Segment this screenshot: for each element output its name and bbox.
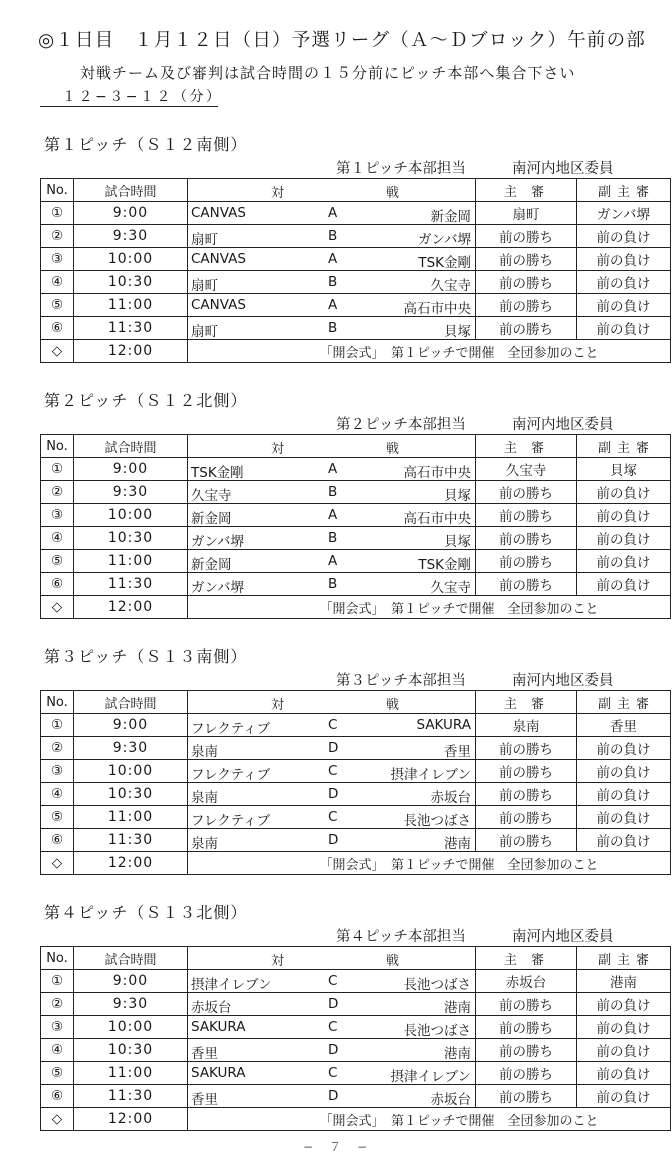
match-group: A	[328, 461, 338, 477]
match-teams	[188, 1016, 476, 1039]
match-assistant: 前の負け	[577, 294, 671, 317]
match-assistant: 前の負け	[577, 806, 671, 829]
match-group: C	[328, 1065, 338, 1081]
match-referee: 赤坂台	[476, 970, 577, 993]
match-time: 10:30	[74, 1039, 188, 1062]
match-assistant: 前の負け	[577, 573, 671, 596]
match-number: ③	[41, 760, 74, 783]
ceremony-note: 「開会式」 第１ピッチで開催 全団参加のこと	[188, 596, 671, 619]
table-row	[41, 806, 671, 829]
match-teams	[188, 202, 476, 225]
header-match-b: 戦	[386, 698, 400, 713]
match-teams	[188, 550, 476, 573]
away-team: 港南	[444, 1046, 471, 1062]
header-match-a: 対	[271, 442, 285, 457]
pitch-committee: 南河内地区委員	[512, 929, 614, 945]
ceremony-note: 「開会式」 第１ピッチで開催 全団参加のこと	[188, 340, 671, 363]
page-subtitle: 対戦チーム及び審判は試合時間の１５分前にピッチ本部へ集合下さい	[80, 64, 576, 82]
match-number: ⑥	[41, 1085, 74, 1108]
match-assistant: ガンバ堺	[577, 202, 671, 225]
away-team: ガンバ堺	[417, 232, 471, 248]
schedule-table	[40, 690, 671, 875]
home-team: 泉南	[191, 790, 218, 806]
match-teams	[188, 458, 476, 481]
match-number: ②	[41, 225, 74, 248]
schedule-table	[40, 178, 671, 363]
format-underline	[40, 106, 218, 107]
header-time: 試合時間	[74, 179, 188, 202]
match-teams	[188, 481, 476, 504]
match-number: ①	[41, 970, 74, 993]
match-time: 9:30	[74, 737, 188, 760]
home-team: フレクティブ	[191, 813, 271, 829]
table-row	[41, 993, 671, 1016]
match-number: ⑤	[41, 294, 74, 317]
match-time: 11:00	[74, 1062, 188, 1085]
match-teams	[188, 783, 476, 806]
match-referee: 前の勝ち	[476, 829, 577, 852]
header-match	[188, 179, 476, 202]
away-team: TSK金剛	[418, 557, 471, 573]
match-time: 9:30	[74, 481, 188, 504]
match-teams	[188, 225, 476, 248]
match-assistant: 前の負け	[577, 317, 671, 340]
table-row	[41, 504, 671, 527]
table-row	[41, 1062, 671, 1085]
match-teams	[188, 1039, 476, 1062]
match-referee: 前の勝ち	[476, 737, 577, 760]
match-group: D	[328, 832, 339, 848]
match-time: 10:00	[74, 1016, 188, 1039]
away-team: 高石市中央	[403, 511, 471, 527]
match-referee: 泉南	[476, 714, 577, 737]
table-row	[41, 458, 671, 481]
header-match-b: 戦	[386, 954, 400, 969]
match-referee: 前の勝ち	[476, 1085, 577, 1108]
match-referee: 前の勝ち	[476, 481, 577, 504]
away-team: 貝塚	[444, 488, 471, 504]
away-team: 長池つばさ	[403, 1023, 471, 1039]
away-team: 摂津イレブン	[390, 1069, 471, 1085]
match-number: ⑥	[41, 317, 74, 340]
header-referee: 主審	[476, 179, 577, 202]
match-assistant: 前の負け	[577, 550, 671, 573]
match-teams	[188, 993, 476, 1016]
header-match-b: 戦	[386, 186, 400, 201]
away-team: 摂津イレブン	[390, 767, 471, 783]
match-teams	[188, 1062, 476, 1085]
match-teams	[188, 271, 476, 294]
match-group: C	[328, 973, 338, 989]
match-time: 9:00	[74, 714, 188, 737]
match-group: B	[328, 576, 338, 592]
match-assistant: 前の負け	[577, 1085, 671, 1108]
table-row	[41, 760, 671, 783]
ceremony-note: 「開会式」 第１ピッチで開催 全団参加のこと	[188, 1108, 671, 1131]
pitch-heading: 第１ピッチ（Ｓ１２南側）	[44, 135, 248, 154]
match-group: D	[328, 1088, 339, 1104]
pitch-heading: 第４ピッチ（Ｓ１３北側）	[44, 903, 248, 922]
match-referee: 前の勝ち	[476, 760, 577, 783]
match-referee: 前の勝ち	[476, 1039, 577, 1062]
match-time: 10:30	[74, 527, 188, 550]
home-team: ガンバ堺	[191, 580, 245, 596]
match-teams	[188, 248, 476, 271]
match-referee: 前の勝ち	[476, 993, 577, 1016]
ceremony-marker: ◇	[41, 596, 74, 619]
match-number: ③	[41, 504, 74, 527]
match-assistant: 前の負け	[577, 760, 671, 783]
match-assistant: 前の負け	[577, 1062, 671, 1085]
page-number: − ７ −	[302, 1140, 370, 1154]
page-title: ◎１日目 １月１２日（日）予選リーグ（Ａ〜Ｄブロック）午前の部	[38, 30, 646, 51]
match-group: B	[328, 530, 338, 546]
home-team: 扇町	[191, 324, 218, 340]
match-assistant: 前の負け	[577, 504, 671, 527]
match-referee: 前の勝ち	[476, 527, 577, 550]
match-group: A	[328, 553, 338, 569]
table-row	[41, 783, 671, 806]
match-number: ②	[41, 993, 74, 1016]
match-time: 11:00	[74, 294, 188, 317]
match-referee: 前の勝ち	[476, 317, 577, 340]
match-number: ⑤	[41, 806, 74, 829]
match-time: 11:30	[74, 829, 188, 852]
home-team: SAKURA	[191, 1019, 246, 1035]
table-header-row	[41, 435, 671, 458]
away-team: 長池つばさ	[403, 813, 471, 829]
match-teams	[188, 806, 476, 829]
header-match	[188, 691, 476, 714]
away-team: 久宝寺	[430, 278, 471, 294]
home-team: 香里	[191, 1046, 218, 1062]
header-time: 試合時間	[74, 691, 188, 714]
header-referee: 主審	[476, 947, 577, 970]
home-team: フレクティブ	[191, 721, 271, 737]
match-assistant: 港南	[577, 970, 671, 993]
header-no: No.	[41, 179, 74, 202]
ceremony-row	[41, 852, 671, 875]
header-no: No.	[41, 691, 74, 714]
away-team: 高石市中央	[403, 465, 471, 481]
match-teams	[188, 714, 476, 737]
home-team: 久宝寺	[191, 488, 232, 504]
match-number: ⑥	[41, 573, 74, 596]
match-group: D	[328, 740, 339, 756]
away-team: 港南	[444, 836, 471, 852]
table-row	[41, 248, 671, 271]
table-row	[41, 481, 671, 504]
match-number: ②	[41, 737, 74, 760]
match-time: 9:30	[74, 225, 188, 248]
match-teams	[188, 760, 476, 783]
away-team: SAKURA	[416, 717, 471, 733]
schedule-table	[40, 946, 671, 1131]
match-assistant: 前の負け	[577, 737, 671, 760]
home-team: 香里	[191, 1092, 218, 1108]
table-row	[41, 1039, 671, 1062]
ceremony-row	[41, 340, 671, 363]
match-referee: 前の勝ち	[476, 573, 577, 596]
match-assistant: 前の負け	[577, 481, 671, 504]
table-row	[41, 550, 671, 573]
ceremony-marker: ◇	[41, 1108, 74, 1131]
match-time: 10:30	[74, 783, 188, 806]
match-assistant: 前の負け	[577, 829, 671, 852]
match-group: D	[328, 786, 339, 802]
away-team: 長池つばさ	[403, 977, 471, 993]
match-referee: 前の勝ち	[476, 806, 577, 829]
pitch-manager: 第２ピッチ本部担当	[336, 417, 466, 433]
match-time: 10:00	[74, 504, 188, 527]
match-teams	[188, 970, 476, 993]
pitch-committee: 南河内地区委員	[512, 161, 614, 177]
match-time: 10:30	[74, 271, 188, 294]
match-group: B	[328, 228, 338, 244]
match-number: ⑤	[41, 550, 74, 573]
home-team: 新金岡	[191, 511, 232, 527]
home-team: SAKURA	[191, 1065, 246, 1081]
header-assistant: 副主審	[577, 691, 671, 714]
match-referee: 前の勝ち	[476, 271, 577, 294]
table-row	[41, 714, 671, 737]
away-team: 香里	[444, 744, 471, 760]
match-group: B	[328, 320, 338, 336]
table-row	[41, 1085, 671, 1108]
pitch-heading: 第２ピッチ（Ｓ１２北側）	[44, 391, 248, 410]
table-row	[41, 294, 671, 317]
match-number: ④	[41, 783, 74, 806]
match-number: ③	[41, 1016, 74, 1039]
table-row	[41, 1016, 671, 1039]
table-row	[41, 317, 671, 340]
ceremony-row	[41, 1108, 671, 1131]
match-group: C	[328, 763, 338, 779]
match-assistant: 前の負け	[577, 1039, 671, 1062]
match-format: １２−３−１２（分）	[62, 89, 223, 105]
header-assistant: 副主審	[577, 435, 671, 458]
ceremony-note: 「開会式」 第１ピッチで開催 全団参加のこと	[188, 852, 671, 875]
match-referee: 久宝寺	[476, 458, 577, 481]
match-number: ②	[41, 481, 74, 504]
match-teams	[188, 317, 476, 340]
header-time: 試合時間	[74, 435, 188, 458]
match-referee: 前の勝ち	[476, 783, 577, 806]
table-header-row	[41, 691, 671, 714]
away-team: TSK金剛	[418, 255, 471, 271]
away-team: 赤坂台	[430, 790, 471, 806]
away-team: 新金岡	[430, 209, 471, 225]
home-team: CANVAS	[191, 251, 246, 267]
match-assistant: 前の負け	[577, 248, 671, 271]
table-row	[41, 527, 671, 550]
match-referee: 前の勝ち	[476, 1016, 577, 1039]
match-time: 9:00	[74, 458, 188, 481]
away-team: 貝塚	[444, 534, 471, 550]
ceremony-time: 12:00	[74, 596, 188, 619]
match-number: ④	[41, 1039, 74, 1062]
match-number: ③	[41, 248, 74, 271]
pitch-manager: 第４ピッチ本部担当	[336, 929, 466, 945]
home-team: ガンバ堺	[191, 534, 245, 550]
ceremony-time: 12:00	[74, 340, 188, 363]
home-team: 摂津イレブン	[191, 977, 272, 993]
home-team: 新金岡	[191, 557, 232, 573]
pitch-manager: 第３ピッチ本部担当	[336, 673, 466, 689]
match-group: C	[328, 717, 338, 733]
home-team: 扇町	[191, 232, 218, 248]
match-time: 11:30	[74, 1085, 188, 1108]
pitch-committee: 南河内地区委員	[512, 417, 614, 433]
match-referee: 前の勝ち	[476, 550, 577, 573]
header-time: 試合時間	[74, 947, 188, 970]
ceremony-marker: ◇	[41, 340, 74, 363]
table-row	[41, 573, 671, 596]
match-number: ①	[41, 714, 74, 737]
header-match-a: 対	[271, 186, 285, 201]
match-teams	[188, 829, 476, 852]
match-time: 9:00	[74, 202, 188, 225]
table-row	[41, 202, 671, 225]
match-teams	[188, 1085, 476, 1108]
match-group: B	[328, 274, 338, 290]
match-referee: 前の勝ち	[476, 248, 577, 271]
ceremony-time: 12:00	[74, 852, 188, 875]
match-time: 9:00	[74, 970, 188, 993]
table-row	[41, 970, 671, 993]
table-header-row	[41, 947, 671, 970]
header-match	[188, 435, 476, 458]
header-no: No.	[41, 435, 74, 458]
header-assistant: 副主審	[577, 179, 671, 202]
header-match-a: 対	[271, 698, 285, 713]
match-time: 10:00	[74, 248, 188, 271]
home-team: TSK金剛	[191, 465, 244, 481]
match-assistant: 前の負け	[577, 527, 671, 550]
match-time: 11:30	[74, 573, 188, 596]
home-team: 赤坂台	[191, 1000, 232, 1016]
match-teams	[188, 573, 476, 596]
match-time: 11:00	[74, 806, 188, 829]
match-teams	[188, 294, 476, 317]
away-team: 赤坂台	[430, 1092, 471, 1108]
match-referee: 前の勝ち	[476, 225, 577, 248]
away-team: 高石市中央	[403, 301, 471, 317]
home-team: 泉南	[191, 744, 218, 760]
match-time: 9:30	[74, 993, 188, 1016]
pitch-heading: 第３ピッチ（Ｓ１３南側）	[44, 647, 248, 666]
home-team: 扇町	[191, 278, 218, 294]
match-number: ⑥	[41, 829, 74, 852]
match-assistant: 前の負け	[577, 271, 671, 294]
table-row	[41, 737, 671, 760]
match-time: 11:30	[74, 317, 188, 340]
match-number: ⑤	[41, 1062, 74, 1085]
match-number: ①	[41, 458, 74, 481]
away-team: 久宝寺	[430, 580, 471, 596]
match-group: A	[328, 297, 338, 313]
match-number: ①	[41, 202, 74, 225]
match-group: A	[328, 507, 338, 523]
pitch-committee: 南河内地区委員	[512, 673, 614, 689]
match-assistant: 貝塚	[577, 458, 671, 481]
schedule-table	[40, 434, 671, 619]
table-header-row	[41, 179, 671, 202]
pitch-manager: 第１ピッチ本部担当	[336, 161, 466, 177]
match-group: A	[328, 251, 338, 267]
match-group: C	[328, 1019, 338, 1035]
match-teams	[188, 504, 476, 527]
table-row	[41, 225, 671, 248]
match-teams	[188, 737, 476, 760]
header-referee: 主審	[476, 691, 577, 714]
match-referee: 前の勝ち	[476, 294, 577, 317]
match-assistant: 前の負け	[577, 1016, 671, 1039]
table-row	[41, 829, 671, 852]
match-referee: 前の勝ち	[476, 504, 577, 527]
ceremony-row	[41, 596, 671, 619]
header-no: No.	[41, 947, 74, 970]
match-assistant: 前の負け	[577, 225, 671, 248]
match-group: D	[328, 996, 339, 1012]
header-match	[188, 947, 476, 970]
header-assistant: 副主審	[577, 947, 671, 970]
match-referee: 前の勝ち	[476, 1062, 577, 1085]
match-assistant: 前の負け	[577, 993, 671, 1016]
home-team: CANVAS	[191, 297, 246, 313]
match-referee: 扇町	[476, 202, 577, 225]
match-teams	[188, 527, 476, 550]
match-assistant: 前の負け	[577, 783, 671, 806]
header-match-b: 戦	[386, 442, 400, 457]
header-referee: 主審	[476, 435, 577, 458]
match-group: A	[328, 205, 338, 221]
match-group: B	[328, 484, 338, 500]
ceremony-time: 12:00	[74, 1108, 188, 1131]
home-team: フレクティブ	[191, 767, 271, 783]
ceremony-marker: ◇	[41, 852, 74, 875]
home-team: CANVAS	[191, 205, 246, 221]
away-team: 港南	[444, 1000, 471, 1016]
header-match-a: 対	[271, 954, 285, 969]
table-row	[41, 271, 671, 294]
match-group: C	[328, 809, 338, 825]
match-number: ④	[41, 271, 74, 294]
match-time: 11:00	[74, 550, 188, 573]
match-time: 10:00	[74, 760, 188, 783]
match-group: D	[328, 1042, 339, 1058]
away-team: 貝塚	[444, 324, 471, 340]
match-number: ④	[41, 527, 74, 550]
match-assistant: 香里	[577, 714, 671, 737]
home-team: 泉南	[191, 836, 218, 852]
